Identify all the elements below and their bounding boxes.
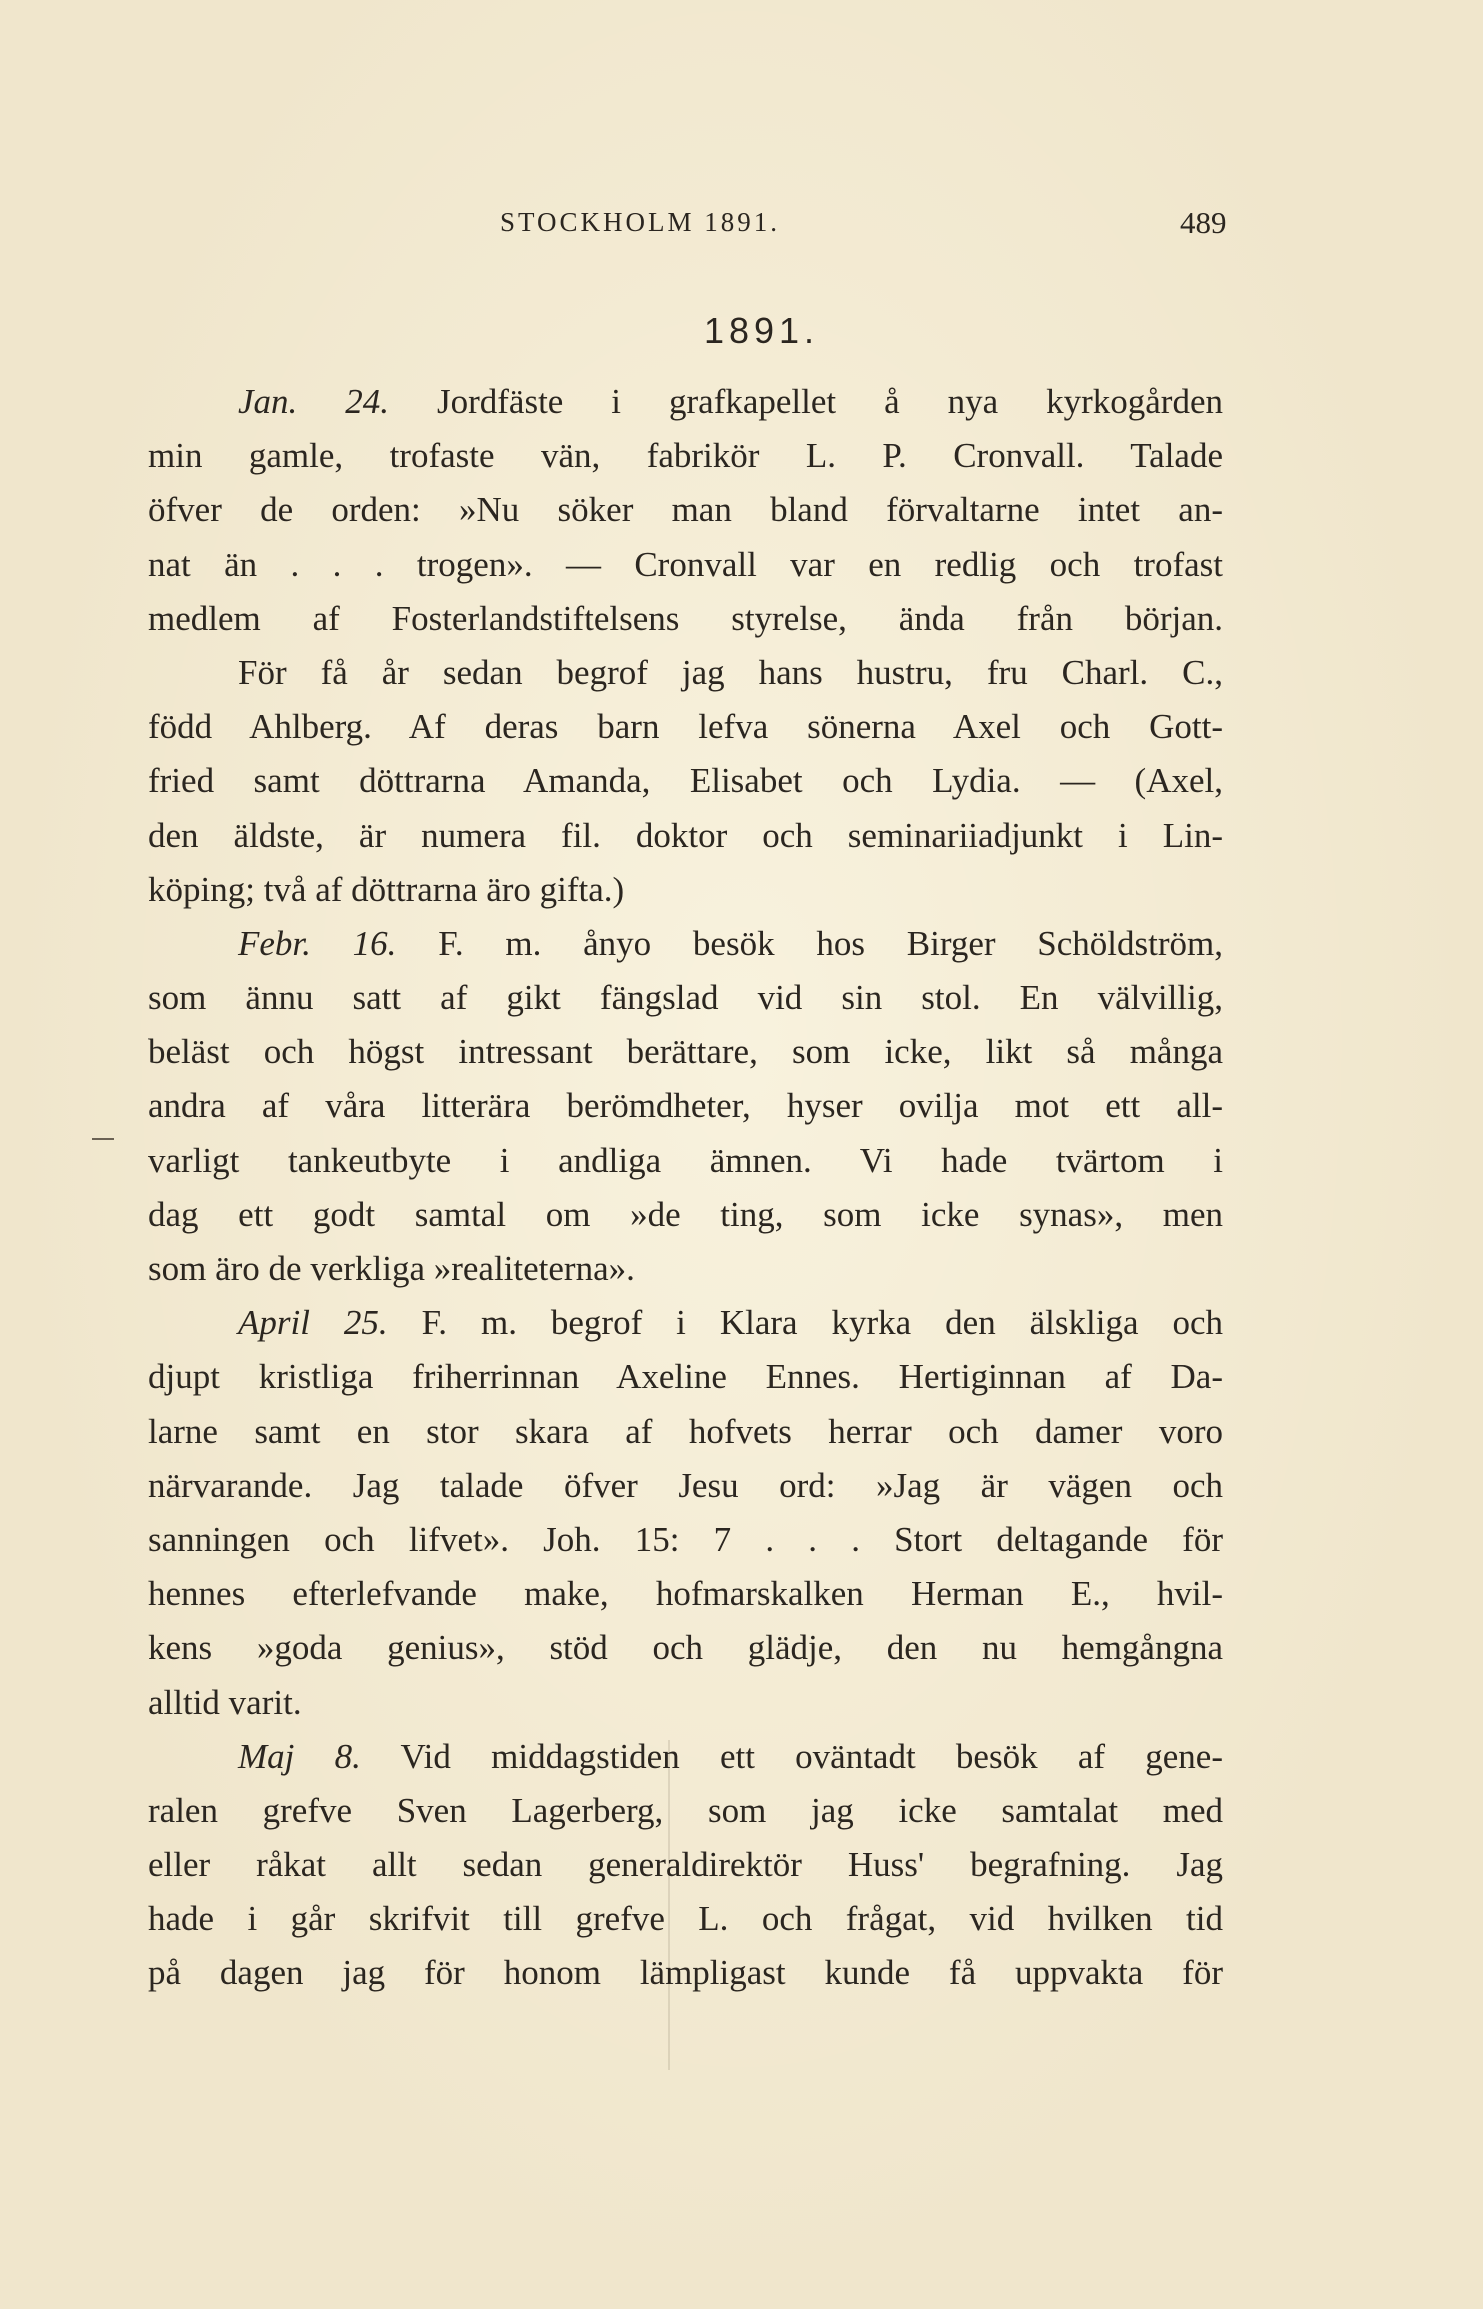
text-line: köping; två af döttrarna äro gifta.) (148, 869, 625, 909)
text-line: larne samt en stor skara af hofvets herrar och damer voro (148, 1411, 1223, 1451)
text-line: andra af våra litterära berömdheter, hyser ovilja mot ett all- (148, 1086, 1223, 1126)
body-text (148, 375, 1223, 2001)
text-line: Febr. 16. F. m. ånyo besök hos Birger Schöldström, (238, 923, 1223, 963)
text-line: eller råkat allt sedan generaldirektör Huss' begrafning. Jag (148, 1845, 1223, 1885)
text-line: närvarande. Jag talade öfver Jesu ord: »Jag är vägen och (148, 1465, 1223, 1505)
text-line: dag ett godt samtal om »de ting, som icke synas», men (148, 1194, 1223, 1234)
text-line: djupt kristliga friherrinnan Axeline Ennes. Hertiginnan af Da- (148, 1357, 1223, 1397)
text-line: öfver de orden: »Nu söker man bland förvaltarne intet an- (148, 490, 1223, 530)
year-heading: 1891. (703, 310, 820, 351)
text-line: hennes efterlefvande make, hofmarskalken Herman E., hvil- (148, 1574, 1223, 1614)
text-line: Maj 8. Vid middagstiden ett oväntadt besök af gene- (238, 1736, 1223, 1776)
text-line: alltid varit. (148, 1682, 302, 1722)
entry-date: April 25. (238, 1303, 388, 1343)
text-line: min gamle, trofaste vän, fabrikör L. P. Cronvall. Talade (148, 436, 1223, 476)
text-line: Jan. 24. Jordfäste i grafkapellet å nya kyrkogården (238, 382, 1223, 421)
text-line: ralen grefve Sven Lagerberg, som jag icke samtalat med (148, 1790, 1223, 1830)
text-line: född Ahlberg. Af deras barn lefva sönerna Axel och Gott- (148, 707, 1223, 747)
text-line: som äro de verkliga »realiteterna». (148, 1249, 635, 1288)
text-line: som ännu satt af gikt fängslad vid sin stol. En välvillig, (148, 978, 1223, 1018)
running-head (0, 207, 1483, 247)
text-line: För få år sedan begrof jag hans hustru, fru Charl. C., (238, 652, 1223, 692)
text-line: nat än . . . trogen». — Cronvall var en redlig och trofast (148, 544, 1223, 584)
entry-date: Jan. 24. (238, 382, 390, 421)
text-line: beläst och högst intressant berättare, som icke, likt så många (148, 1032, 1223, 1072)
text-line: April 25. F. m. begrof i Klara kyrka den älskliga och (238, 1303, 1223, 1343)
margin-mark (92, 1138, 114, 1140)
text-line: varligt tankeutbyte i andliga ämnen. Vi hade tvärtom i (148, 1140, 1223, 1180)
entry-date: Maj 8. (238, 1736, 361, 1776)
text-line: hade i går skrifvit till grefve L. och frågat, vid hvilken tid (148, 1899, 1223, 1939)
page-number: 489 (1180, 205, 1227, 240)
text-line: fried samt döttrarna Amanda, Elisabet och Lydia. — (Axel, (148, 761, 1223, 801)
running-title: STOCKHOLM 1891. (500, 207, 781, 237)
text-line: på dagen jag för honom lämpligast kunde få uppvakta för (148, 1953, 1223, 1993)
entry-date: Febr. 16. (238, 923, 397, 963)
text-line: kens »goda genius», stöd och glädje, den nu hemgångna (148, 1628, 1223, 1668)
text-line: sanningen och lifvet». Joh. 15: 7 . . . Stort deltagande för (148, 1519, 1223, 1559)
text-line: den äldste, är numera fil. doktor och seminariiadjunkt i Lin- (148, 815, 1223, 855)
text-line: medlem af Fosterlandstiftelsens styrelse, ända från början. (148, 598, 1223, 638)
